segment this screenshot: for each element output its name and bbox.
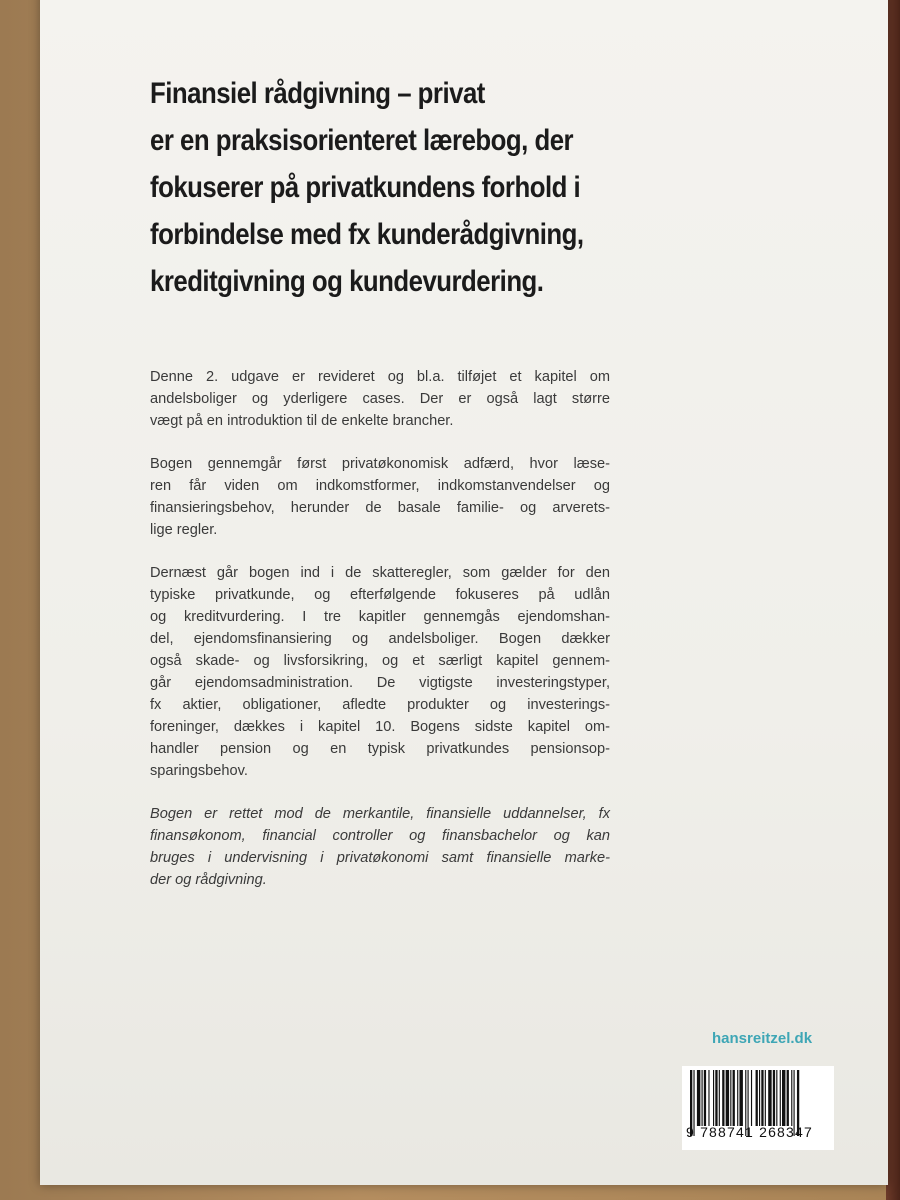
text-line: finansieringsbehov, herunder de basale familie- og arverets- (150, 500, 610, 516)
barcode-bar (791, 1070, 792, 1126)
text-line: vægt på en introduktion til de enkelte brancher. (150, 413, 454, 429)
text-line: foreninger, dækkes i kapitel 10. Bogens sidste kapitel om- (150, 719, 610, 735)
headline-line: Finansiel rådgivning – privat (150, 77, 485, 110)
barcode-bar (782, 1070, 785, 1126)
headline-line: er en praksisorienteret lærebog, der (150, 124, 574, 157)
headline (150, 70, 584, 305)
isbn-number: 9 788741 268347 (686, 1124, 813, 1140)
paragraph-overview (150, 453, 610, 541)
barcode-bar (713, 1070, 714, 1126)
text-line: andelsboliger og yderligere cases. Der er også lagt større (150, 391, 610, 407)
barcode-bar (787, 1070, 789, 1126)
text-line: og kreditvurdering. I tre kapitler gennemgås ejendomshan- (150, 609, 610, 625)
text-line: finansøkonom, financial controller og finansbachelor og kan (150, 828, 610, 844)
text-line: typiske privatkunde, og efterfølgende fokuseres på udlån (150, 587, 610, 603)
blurb (150, 366, 610, 912)
barcode-bar (751, 1070, 752, 1126)
text-line: fx aktier, obligationer, afledte produkter og investerings- (150, 697, 610, 713)
table-edge (886, 0, 900, 1200)
headline-line: forbindelse med fx kunderådgivning, (150, 218, 584, 251)
barcode-bar (765, 1070, 766, 1126)
barcode-bar (733, 1070, 735, 1126)
barcode-bar (761, 1070, 763, 1126)
text-line: bruges i undervisning i privatøkonomi samt finansielle marke- (150, 850, 610, 866)
barcode-bar (704, 1070, 706, 1126)
text-line: der og rådgivning. (150, 872, 267, 888)
barcode-bar (719, 1070, 720, 1126)
paragraph-audience (150, 803, 610, 891)
barcode-bar (756, 1070, 758, 1126)
barcode-bar (697, 1070, 700, 1126)
paragraph-edition (150, 366, 610, 432)
barcode-bar (739, 1070, 742, 1126)
text-line: sparingsbehov. (150, 763, 248, 779)
headline-line: kreditgivning og kundevurdering. (150, 265, 544, 298)
text-line: Bogen gennemgår først privatøkonomisk adfærd, hvor læse- (150, 456, 610, 472)
text-line: Bogen er rettet mod de merkantile, finansielle uddannelser, fx (150, 806, 610, 822)
barcode-bar (780, 1070, 781, 1126)
text-line: handler pension og en typisk privatkundes pensionsop- (150, 741, 610, 757)
barcode-bar (722, 1070, 724, 1126)
barcode-bar (726, 1070, 729, 1126)
headline-line: fokuserer på privatkundens forhold i (150, 171, 581, 204)
barcode-bar (730, 1070, 731, 1126)
text-line: går ejendomsadministration. De vigtigste investeringstyper, (150, 675, 610, 691)
barcode-bar (759, 1070, 760, 1126)
text-line: Denne 2. udgave er revideret og bl.a. tilføjet et kapitel om (150, 369, 610, 385)
barcode-bar (768, 1070, 771, 1126)
barcode-bar (702, 1070, 703, 1126)
text-line: også skade- og livsforsikring, og et særligt kapitel gennem- (150, 653, 610, 669)
barcode-bar (773, 1070, 775, 1126)
text-line: lige regler. (150, 522, 218, 538)
text-line: ren får viden om indkomstformer, indkomstanvendelser og (150, 478, 610, 494)
barcode-bar (715, 1070, 717, 1126)
text-line: del, ejendomsfinansiering og andelsboliger. Bogen dækker (150, 631, 610, 647)
barcode-bar (708, 1070, 709, 1126)
text-line: Dernæst går bogen ind i de skatteregler, som gælder for den (150, 565, 610, 581)
paragraph-chapters (150, 562, 610, 782)
barcode-bar (776, 1070, 777, 1126)
publisher-website: hansreitzel.dk (712, 1030, 813, 1047)
barcode-bar (737, 1070, 738, 1126)
